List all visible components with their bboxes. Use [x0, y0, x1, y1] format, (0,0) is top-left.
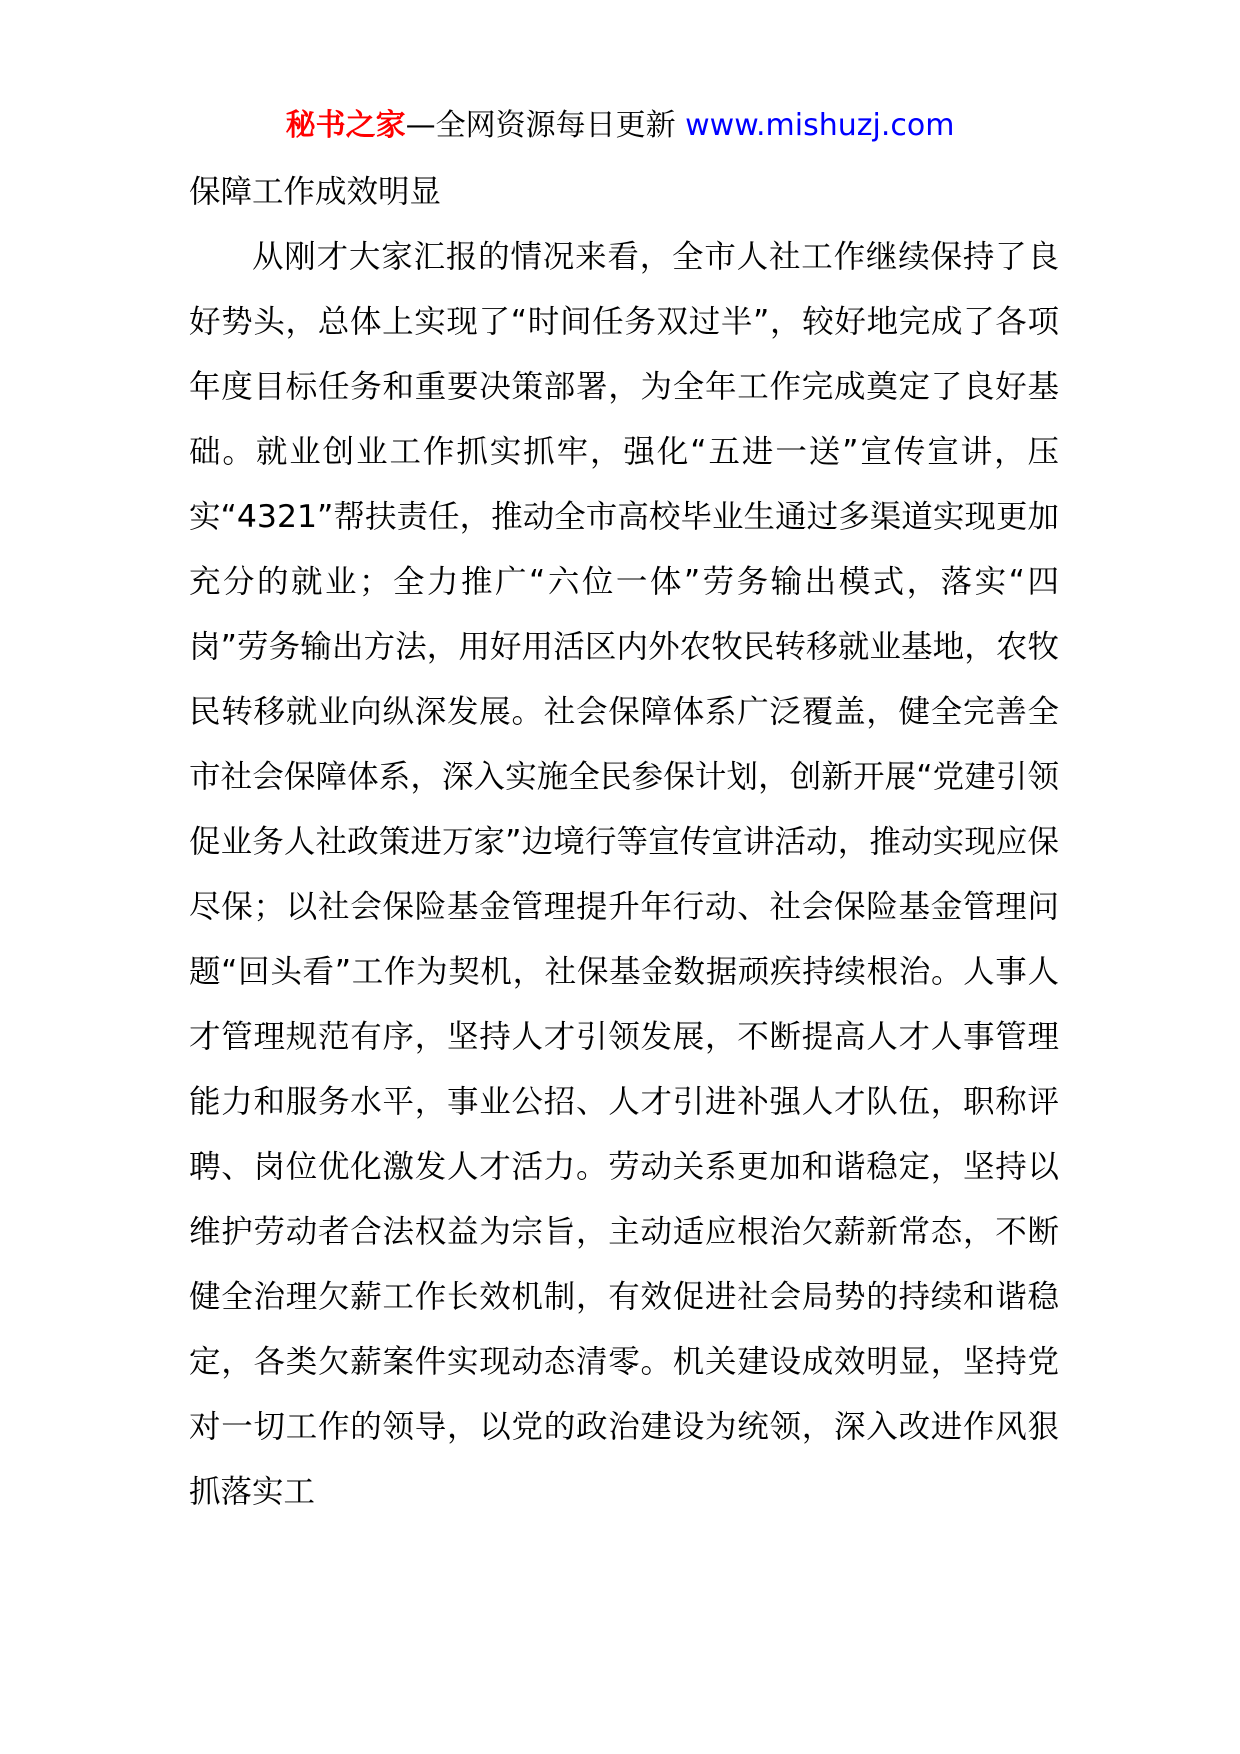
document-body: [189, 160, 1059, 1525]
site-header: [0, 98, 1240, 154]
site-url-link[interactable]: www.mishuzj.com: [685, 108, 955, 143]
section-continuation-line: 保障工作成效明显: [189, 174, 442, 210]
body-paragraph: 从刚才大家汇报的情况来看，全市人社工作继续保持了良好势头，总体上实现了“时间任务双过半”，较好地完成了各项年度目标任务和重要决策部署，为全年工作完成奠定了良好基础。就业创业工作抓实抓牢，强化“五进一送”宣传宣讲，压实“4321”帮扶责任，推动全市高校毕业生通过多渠道实现更加充分的就业；全力推广“六位一体”劳务输出模式，落实“四岗”劳务输出方法，用好用活区内外农牧民转移就业基地，农牧民转移就业向纵深发展。社会保障体系广泛覆盖，健全完善全市社会保障体系，深入实施全民参保计划，创新开展“党建引领促业务人社政策进万家”边境行等宣传宣讲活动，推动实现应保尽保；以社会保险基金管理提升年行动、社会保险基金管理问题“回头看”工作为契机，社保基金数据顽疾持续根治。人事人才管理规范有序，坚持人才引领发展，不断提高人才人事管理能力和服务水平，事业公招、人才引进补强人才队伍，职称评聘、岗位优化激发人才活力。劳动关系更加和谐稳定，坚持以维护劳动者合法权益为宗旨，主动适应根治欠薪新常态，不断健全治理欠薪工作长效机制，有效促进社会局势的持续和谐稳定，各类欠薪案件实现动态清零。机关建设成效明显，坚持党对一切工作的领导，以党的政治建设为统领，深入改进作风狠抓落实工: [189, 239, 1059, 1510]
header-tagline: —全网资源每日更新: [405, 108, 686, 143]
brand-name: 秘书之家: [285, 108, 406, 143]
